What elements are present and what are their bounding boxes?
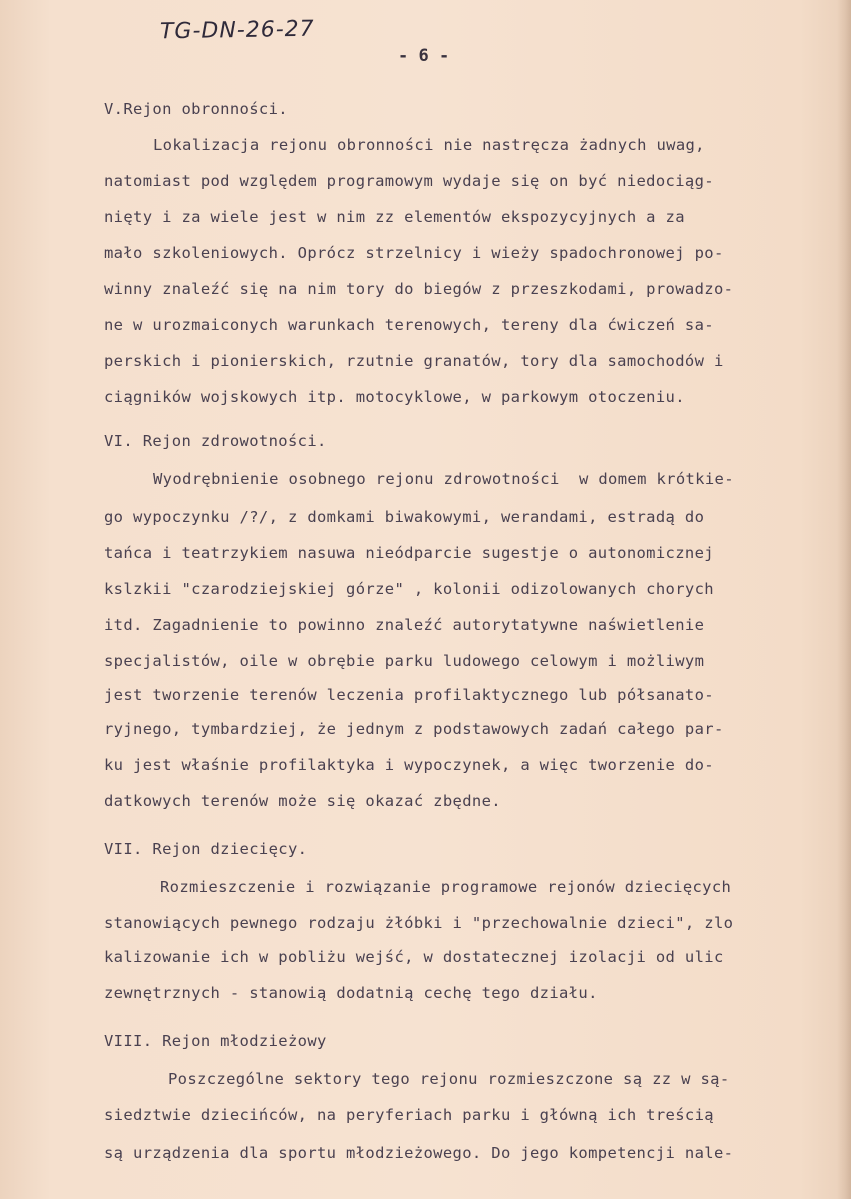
text-line: Lokalizacja rejonu obronności nie nastręcza żadnych uwag, (153, 136, 705, 154)
handwritten-reference: TG-DN-26-27 (159, 16, 315, 45)
text-line: go wypoczynku /?/, z domkami biwakowymi, werandami, estradą do (104, 508, 705, 526)
page-edge-shadow (837, 0, 851, 1199)
section-heading-viii: VIII. Rejon młodzieżowy (104, 1032, 327, 1050)
text-line: winny znaleźć się na nim tory do biegów z przeszkodami, prowadzo- (104, 280, 734, 298)
text-line: kalizowanie ich w pobliżu wejść, w dostatecznej izolacji od ulic (104, 948, 724, 966)
text-line: jest tworzenie terenów leczenia profilaktycznego lub półsanato- (104, 686, 714, 704)
section-heading-vii: VII. Rejon dziecięcy. (104, 840, 308, 858)
text-line: kslzkii "czarodziejskiej górze" , kolonii odizolowanych chorych (104, 580, 714, 598)
text-line: Poszczególne sektory tego rejonu rozmieszczone są zz w są- (168, 1070, 730, 1088)
text-line: ryjnego, tymbardziej, że jednym z podstawowych zadań całego par- (104, 720, 724, 738)
text-line: nięty i za wiele jest w nim zz elementów ekspozycyjnych a za (104, 208, 685, 226)
text-line: mało szkoleniowych. Oprócz strzelnicy i wieży spadochronowej po- (104, 244, 724, 262)
text-line: tańca i teatrzykiem nasuwa nieódparcie sugestje o autonomicznej (104, 544, 714, 562)
text-line: siedztwie dziecińców, na peryferiach parku i główną ich treścią (104, 1106, 714, 1124)
text-line: itd. Zagadnienie to powinno znaleźć autorytatywne naświetlenie (104, 616, 705, 634)
text-line: datkowych terenów może się okazać zbędne. (104, 792, 501, 810)
text-line: ne w urozmaiconych warunkach terenowych, tereny dla ćwiczeń sa- (104, 316, 714, 334)
text-line: ku jest właśnie profilaktyka i wypoczynek, a więc tworzenie do- (104, 756, 714, 774)
text-line: ciągników wojskowych itp. motocyklowe, w parkowym otoczeniu. (104, 388, 685, 406)
text-line: są urządzenia dla sportu młodzieżowego. Do jego kompetencji nale- (104, 1144, 734, 1162)
text-line: zewnętrznych - stanowią dodatnią cechę tego działu. (104, 984, 598, 1002)
text-line: specjalistów, oile w obrębie parku ludowego celowym i możliwym (104, 652, 705, 670)
text-line: Rozmieszczenie i rozwiązanie programowe rejonów dziecięcych (160, 878, 732, 896)
text-line: perskich i pionierskich, rzutnie granatów, tory dla samochodów i (104, 352, 724, 370)
text-line: stanowiących pewnego rodzaju żłóbki i "przechowalnie dzieci", zlo (104, 914, 734, 932)
text-line: Wyodrębnienie osobnego rejonu zdrowotności w domem krótkie- (153, 470, 734, 488)
section-heading-v: V.Rejon obronności. (104, 100, 288, 118)
text-line: natomiast pod względem programowym wydaje się on być niedociąg- (104, 172, 714, 190)
section-heading-vi: VI. Rejon zdrowotności. (104, 432, 327, 450)
page-number: - 6 - (398, 46, 450, 66)
